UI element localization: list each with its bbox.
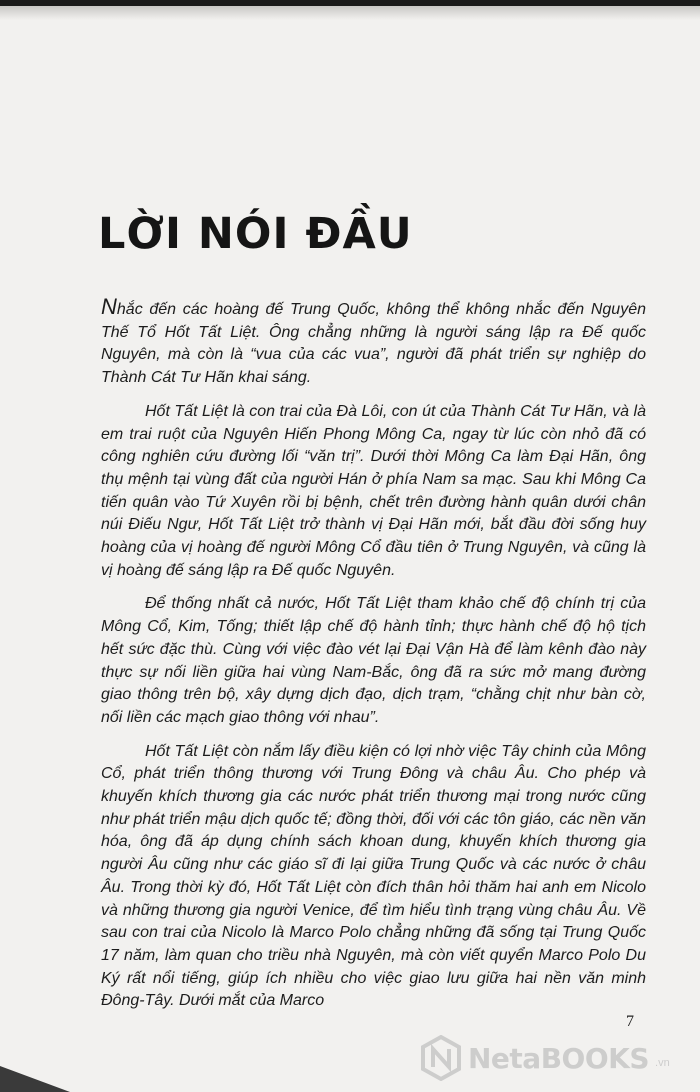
- page-number: 7: [626, 1013, 634, 1030]
- body-text: [101, 294, 646, 1024]
- paragraph-1-text: hắc đến các hoàng đế Trung Quốc, không thể không nhắc đến Nguyên Thế Tổ Hốt Tất Liệt. Ông chẳng những là người sáng lập ra Đế quốc Nguyên, mà còn là “vua của các vua”, người đã phát triển sự nghiệp do Thành Cát Tư Hãn khai sáng.: [101, 301, 646, 387]
- page-title: LỜI NÓI ĐẦU: [98, 208, 413, 259]
- netabooks-logo-icon: [420, 1035, 462, 1081]
- paragraph-3: Để thống nhất cả nước, Hốt Tất Liệt tham khảo chế độ chính trị của Mông Cổ, Kim, Tống; thiết lập chế độ hành tỉnh; thực hành chế độ hộ tịch hết sức đặc thù. Cùng với việc đào vét lại Đại Vận Hà để làm kênh đào này thực sự nối liền giữa hai vùng Nam-Bắc, ông đã ra sức mở mang đường giao thông trên bộ, xây dựng dịch đạo, dịch trạm, “chằng chịt như bàn cờ, nối liền các mạch giao thông với nhau”.: [101, 595, 646, 726]
- drop-cap: N: [101, 294, 117, 319]
- watermark-suffix: .vn: [655, 1057, 670, 1069]
- book-page: [0, 6, 700, 1092]
- scan-corner-shadow: [0, 1052, 80, 1092]
- watermark: [420, 1032, 670, 1084]
- paragraph-2: Hốt Tất Liệt là con trai của Đà Lôi, con út của Thành Cát Tư Hãn, và là em trai ruột của Nguyên Hiến Phong Mông Ca, ngay từ lúc còn nhỏ đã có công nghiên cứu đường lối “văn trị”. Dưới thời Mông Ca làm Đại Hãn, ông thụ mệnh tại vùng đất của người Hán ở phía Nam sa mạc. Sau khi Mông Ca tiến quân vào Tứ Xuyên rồi bị bệnh, chết trên đường hành quân dưới chân núi Điếu Ngư, Hốt Tất Liệt trở thành vị Đại Hãn mới, bắt đầu đời sống huy hoàng của vị hoàng đế người Mông Cổ đầu tiên ở Trung Nguyên, và cũng là vị hoàng đế sáng lập ra Đế quốc Nguyên.: [101, 402, 646, 579]
- paragraph-4: Hốt Tất Liệt còn nắm lấy điều kiện có lợi nhờ việc Tây chinh của Mông Cổ, phát triển thông thương với Trung Đông và châu Âu. Cho phép và khuyến khích thương gia các nước phát triển thương mại trong nước cũng như phát triển mậu dịch quốc tế; đồng thời, đối với các tôn giáo, các nền văn hóa, ông đã áp dụng chính sách khoan dung, khuyến khích thương gia người Âu cũng như các giáo sĩ đi lại giữa Trung Quốc và các nước ở châu Âu. Trong thời kỳ đó, Hốt Tất Liệt còn đích thân hỏi thăm hai anh em Nicolo và những thương gia người Venice, để tìm hiểu tình trạng vùng châu Âu. Về sau con trai của Nicolo là Marco Polo chẳng những đã sống tại Trung Quốc 17 năm, làm quan cho triều nhà Nguyên, mà còn viết quyển Marco Polo Du Ký rất nổi tiếng, giúp ích nhiều cho việc giao lưu giữa hai nền văn minh Đông-Tây. Dưới mắt của Marco: [101, 742, 646, 1010]
- paragraph-1: [101, 294, 646, 390]
- page-edge-shadow: [0, 6, 700, 20]
- watermark-brand: NetaBOOKS: [468, 1041, 650, 1075]
